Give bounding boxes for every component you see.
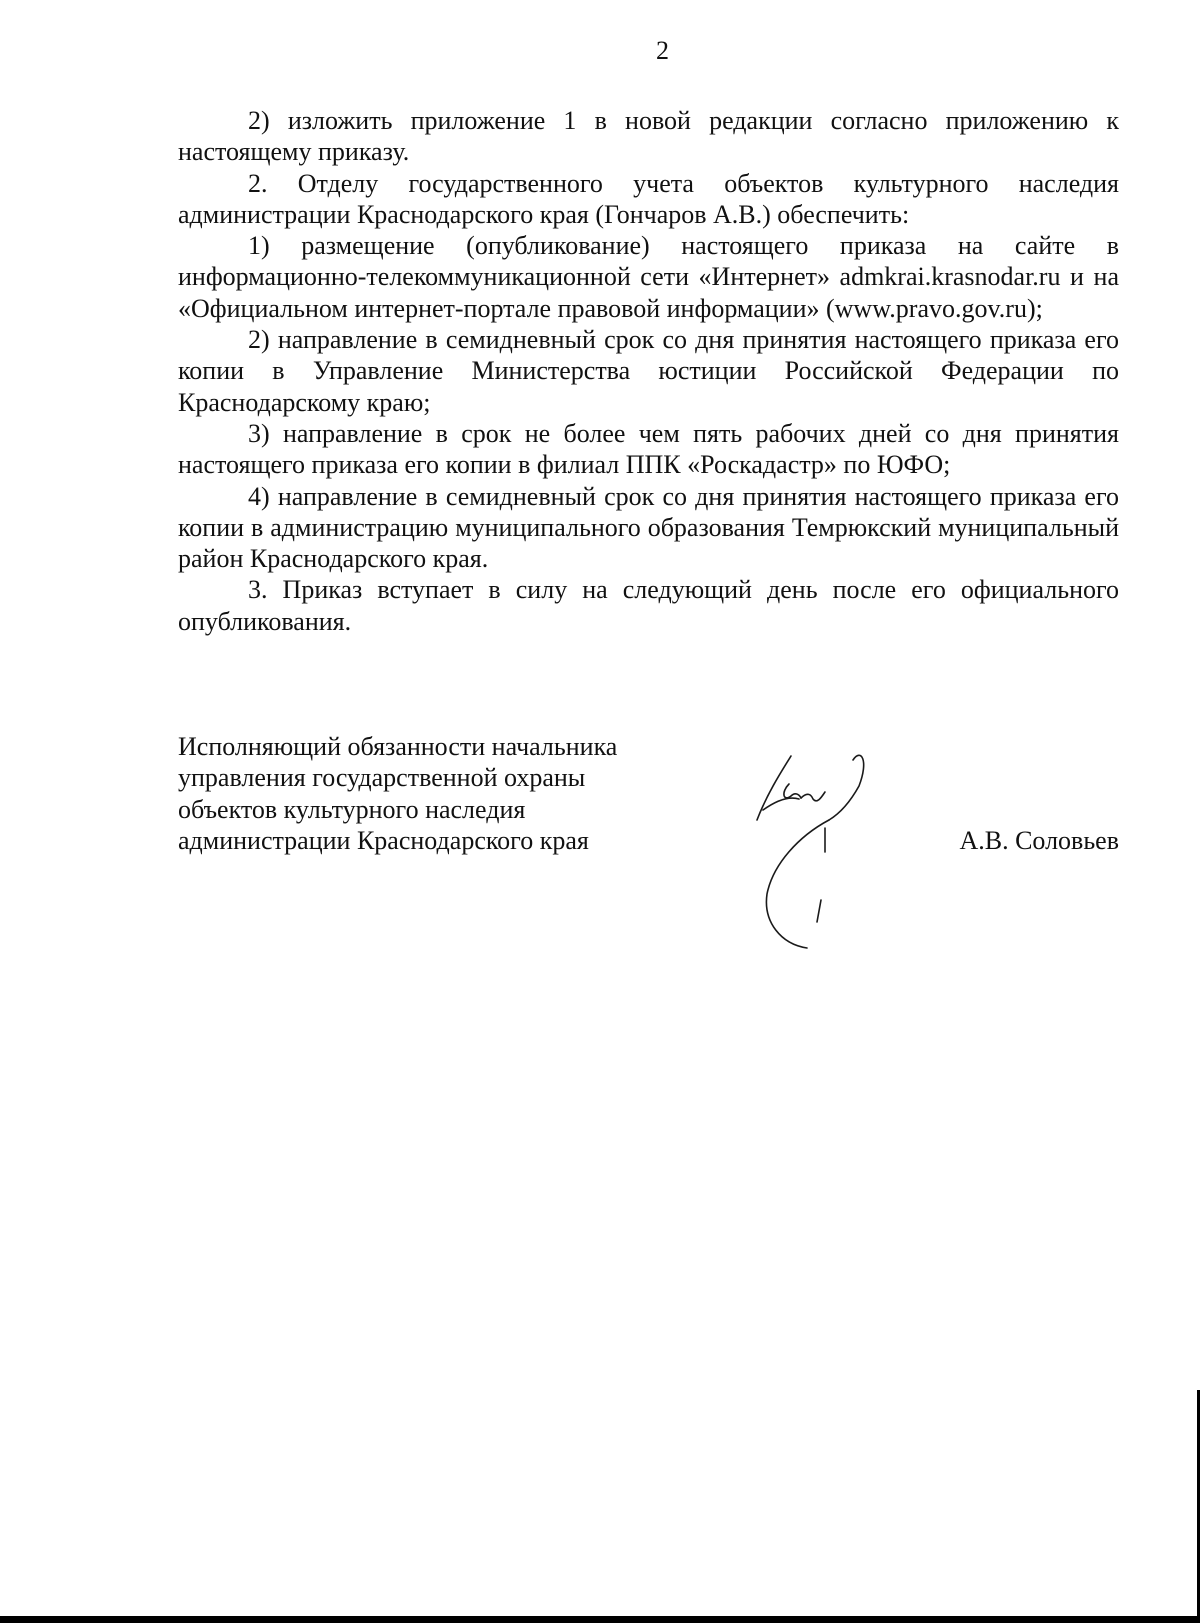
document-body xyxy=(178,105,1119,637)
signatory-position-line: Исполняющий обязанности начальника xyxy=(178,732,618,761)
handwritten-signature xyxy=(755,752,895,957)
paragraph-subpoint-2-ministry-of-justice: 2) направление в семидневный срок со дня принятия настоящего приказа его копии в Управление Министерства юстиции Российской Федерации по Краснодарскому краю; xyxy=(178,325,1119,417)
paragraph-subpoint-1-publication: 1) размещение (опубликование) настоящего приказа на сайте в информационно-телекоммуникационной сети «Интернет» admkrai.krasnodar.ru и на «Официальном интернет-портале правовой информации» (www.pravo.gov.ru); xyxy=(178,231,1119,323)
signatory-position xyxy=(178,731,738,856)
paragraph-item-2-amendment: 2) изложить приложение 1 в новой редакции согласно приложению к настоящему приказу. xyxy=(178,106,1119,167)
signer-name: А.В. Соловьев xyxy=(959,826,1119,855)
page-number: 2 xyxy=(656,36,669,65)
paragraph-subpoint-4-temryuk-administration: 4) направление в семидневный срок со дня принятия настоящего приказа его копии в администрацию муниципального образования Темрюкский муниципальный район Краснодарского края. xyxy=(178,481,1119,574)
scan-border-bottom xyxy=(0,1616,1200,1623)
signatory-position-line: управления государственной охраны xyxy=(178,763,586,793)
signatory-position-line: администрации Краснодарского края xyxy=(178,825,589,855)
paragraph-subpoint-3-roskadastr: 3) направление в срок не более чем пять рабочих дней со дня принятия настоящего приказа его копии в филиал ППК «Роскадастр» по ЮФО; xyxy=(178,418,1119,480)
signatory-position-line: объектов культурного наследия xyxy=(178,794,526,824)
paragraph-point-2: 2. Отделу государственного учета объектов культурного наследия администрации Краснодарского края (Гончаров А.В.) обеспечить: xyxy=(178,168,1119,229)
paragraph-point-3-entry-into-force: 3. Приказ вступает в силу на следующий день после его официального опубликования. xyxy=(178,575,1119,636)
